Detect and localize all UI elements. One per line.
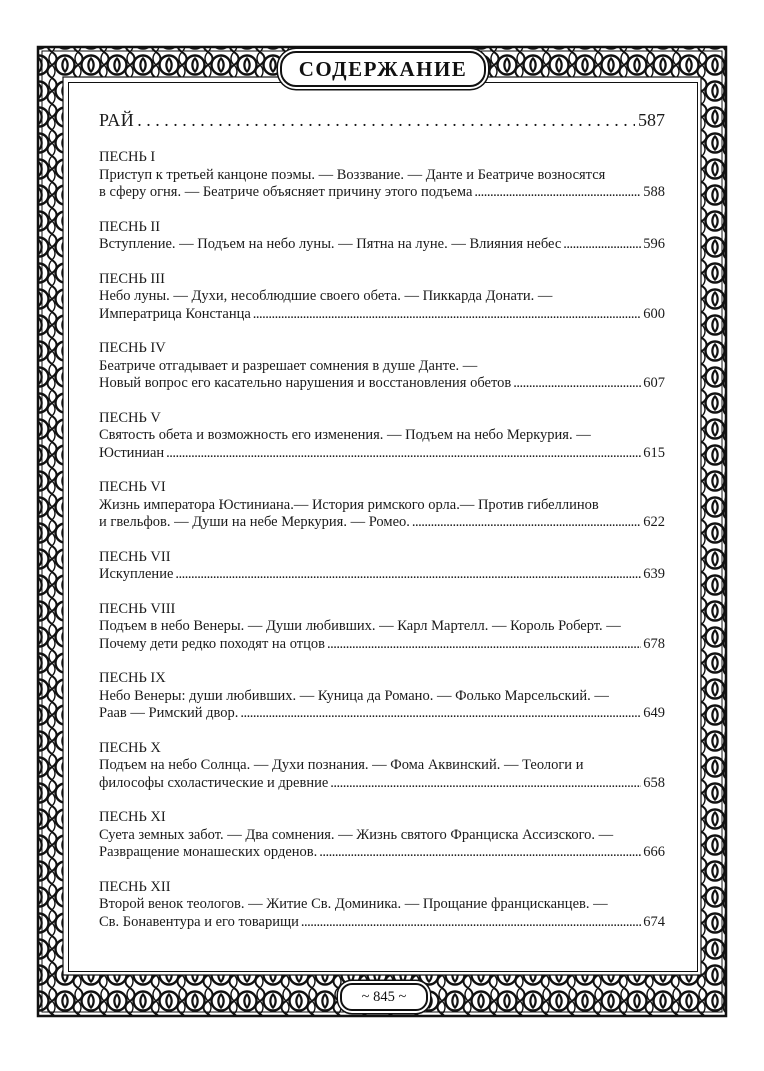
page-title: СОДЕРЖАНИЕ xyxy=(298,56,468,81)
dot-leader xyxy=(563,236,641,254)
canto-summary-last-line xyxy=(99,375,665,393)
canto-summary-line: Жизнь императора Юстиниана.— История римского орла.— Против гибеллинов xyxy=(99,496,599,513)
canto-summary-text: в сферу огня. — Беатриче объясняет причину этого подъема xyxy=(99,184,473,200)
canto-heading: ПЕСНЬ XII xyxy=(99,878,171,895)
canto-summary-text: философы схоластические и древние xyxy=(99,774,329,791)
canto-summary-line: Святость обета и возможность его изменения. — Подъем на небо Меркурия. — xyxy=(99,427,591,443)
canto-page-number: 596 xyxy=(643,236,665,252)
canto-summary-last-line xyxy=(99,636,665,654)
canto-heading: ПЕСНЬ X xyxy=(99,739,161,756)
canto-heading: ПЕСНЬ VII xyxy=(99,548,171,565)
canto-summary-last-line xyxy=(99,445,665,463)
canto-page-number: 649 xyxy=(643,705,665,721)
canto-summary-line: Беатриче отгадывает и разрешает сомнения в душе Данте. — xyxy=(99,357,478,374)
canto-heading: ПЕСНЬ VI xyxy=(99,479,166,495)
dot-leader xyxy=(175,566,641,584)
canto-heading: ПЕСНЬ VIII xyxy=(99,600,176,617)
toc-entry xyxy=(99,479,665,532)
toc-entry xyxy=(99,219,665,254)
canto-summary-last-line xyxy=(99,184,665,202)
canto-summary-line: Подъем в небо Венеры. — Души любивших. — Карл Мартелл. — Король Роберт. — xyxy=(99,618,621,634)
page-number-cartouche xyxy=(340,983,428,1011)
toc-entry xyxy=(99,410,665,463)
canto-summary-last-line xyxy=(99,306,665,324)
canto-summary-last-line xyxy=(99,236,665,254)
toc-entry xyxy=(99,879,665,932)
canto-summary-text: и гвельфов. — Души на небе Меркурия. — Ромео. xyxy=(99,514,410,530)
canto-summary-line: Второй венок теологов. — Житие Св. Доминика. — Прощание францисканцев. — xyxy=(99,896,608,912)
part-heading xyxy=(99,110,665,136)
part-page-number: 587 xyxy=(638,110,665,130)
canto-heading: ПЕСНЬ I xyxy=(99,149,156,165)
canto-summary-text: Императрица Констанца xyxy=(99,305,251,322)
canto-summary-text: Новый вопрос его касательно нарушения и восстановления обетов xyxy=(99,375,512,391)
toc-entry xyxy=(99,740,665,793)
canto-heading: ПЕСНЬ III xyxy=(99,270,165,287)
canto-page-number: 639 xyxy=(643,566,665,582)
canto-summary-text: Развращение монашеских орденов. xyxy=(99,844,318,860)
dot-leader xyxy=(319,844,641,862)
canto-summary-line: Подъем на небо Солнца. — Духи познания. — Фома Аквинский. — Теологи и xyxy=(99,757,584,773)
dot-leader xyxy=(327,636,641,654)
toc-entry xyxy=(99,271,665,324)
canto-summary-last-line xyxy=(99,775,665,793)
canto-page-number: 674 xyxy=(643,913,665,930)
page-number: ~ 845 ~ xyxy=(361,988,407,1005)
canto-summary-line: Небо луны. — Духи, несоблюдшие своего обета. — Пиккарда Донати. — xyxy=(99,288,553,304)
canto-summary-text: Раав — Римский двор. xyxy=(99,705,239,721)
dot-leader xyxy=(412,514,641,532)
canto-page-number: 607 xyxy=(643,375,665,391)
dot-leader xyxy=(166,445,641,463)
canto-page-number: 666 xyxy=(643,844,665,860)
entries-list xyxy=(99,149,665,931)
canto-heading: ПЕСНЬ IV xyxy=(99,340,166,356)
dot-leader xyxy=(137,110,635,131)
canto-heading: ПЕСНЬ V xyxy=(99,409,161,426)
canto-summary-line: Суета земных забот. — Два сомнения. — Жизнь святого Франциска Ассизского. — xyxy=(99,826,614,843)
canto-summary-last-line xyxy=(99,914,665,932)
toc-entry xyxy=(99,601,665,654)
toc-entry xyxy=(99,149,665,202)
dot-leader xyxy=(301,914,641,932)
toc-entry xyxy=(99,549,665,584)
canto-page-number: 588 xyxy=(643,184,665,200)
canto-page-number: 615 xyxy=(643,444,665,461)
toc-entry xyxy=(99,809,665,862)
canto-page-number: 678 xyxy=(643,635,665,652)
canto-summary-text: Св. Бонавентура и его товарищи xyxy=(99,913,299,930)
canto-page-number: 658 xyxy=(643,774,665,791)
canto-summary-text: Почему дети редко походят на отцов xyxy=(99,635,325,652)
toc-entry xyxy=(99,670,665,723)
canto-heading: ПЕСНЬ XI xyxy=(99,809,166,825)
table-of-contents xyxy=(99,110,665,948)
canto-summary-line: Небо Венеры: души любивших. — Куница да Романо. — Фолько Марсельский. — xyxy=(99,687,609,704)
part-title: РАЙ xyxy=(99,110,135,130)
toc-entry xyxy=(99,340,665,393)
canto-page-number: 600 xyxy=(643,305,665,322)
dot-leader xyxy=(253,306,641,324)
canto-summary-line: Приступ к третьей канцоне поэмы. — Воззвание. — Данте и Беатриче возносятся xyxy=(99,166,606,183)
canto-summary-last-line xyxy=(99,705,665,723)
canto-page-number: 622 xyxy=(643,514,665,530)
canto-summary-text: Искупление xyxy=(99,566,174,582)
canto-summary-last-line xyxy=(99,514,665,532)
dot-leader xyxy=(330,775,641,793)
dot-leader xyxy=(474,184,641,202)
canto-summary-text: Вступление. — Подъем на небо луны. — Пятна на луне. — Влияния небес xyxy=(99,236,562,252)
canto-heading: ПЕСНЬ II xyxy=(99,218,161,235)
canto-summary-last-line xyxy=(99,844,665,862)
canto-summary-last-line xyxy=(99,566,665,584)
dot-leader xyxy=(240,705,641,723)
canto-summary-text: Юстиниан xyxy=(99,444,165,461)
canto-heading: ПЕСНЬ IX xyxy=(99,670,166,686)
dot-leader xyxy=(513,375,641,393)
title-cartouche xyxy=(280,51,486,87)
